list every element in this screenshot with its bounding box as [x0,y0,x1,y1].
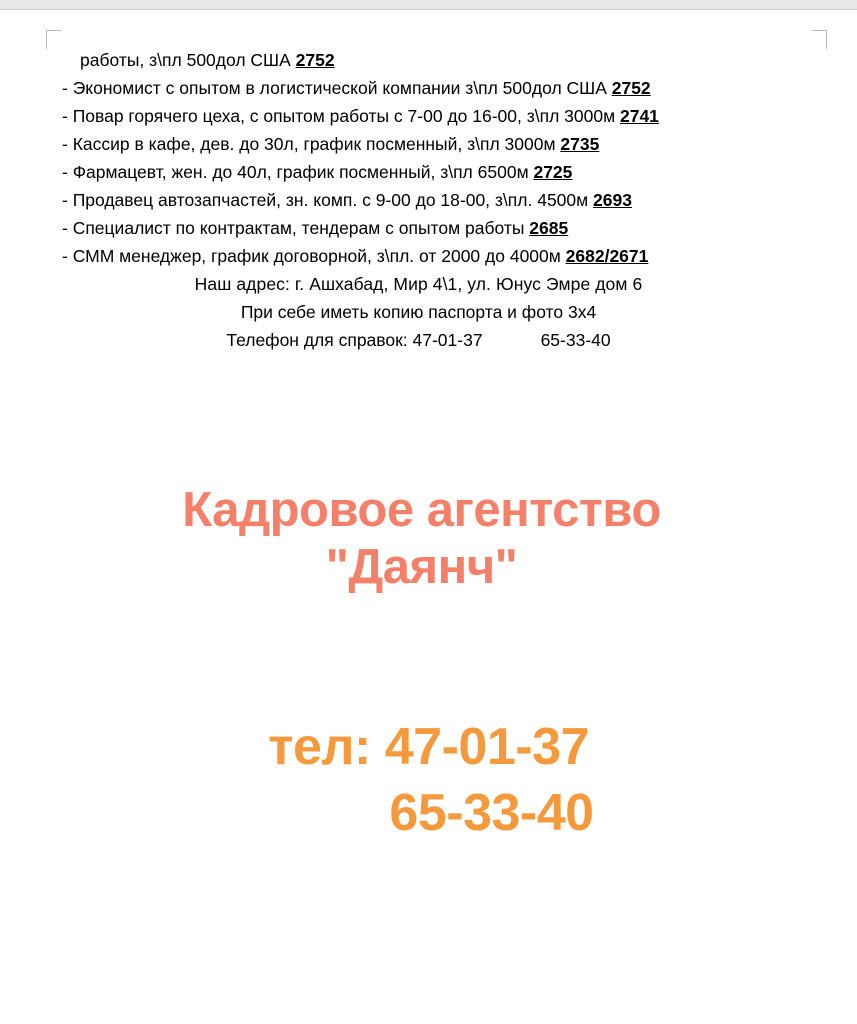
listing-text: - Продавец автозапчастей, зн. комп. с 9-00 до 18-00, з\пл. 4500м [62,190,594,210]
listing-code: 2735 [560,134,600,154]
listing-line [0,214,857,242]
listing-text: работы, з\пл 500дол США [80,50,296,70]
phone-info-secondary: 65-33-40 [540,330,611,350]
listing-line [0,186,857,214]
document-note: При себе иметь копию паспорта и фото 3х4 [240,302,597,322]
listing-text: - Повар горячего цеха, с опытом работы с 7-00 до 16-00, з\пл 3000м [62,106,620,126]
listing-text: - Экономист с опытом в логистической компании з\пл 500дол США [62,78,612,98]
listing-line [0,242,857,270]
phone-info-primary: Телефон для справок: 47-01-37 [226,330,483,350]
agency-title-line2: "Даянч" [325,540,518,594]
listing-line [0,74,857,102]
listing-text: - Кассир в кафе, дев. до 30л, график посменный, з\пл 3000м [62,134,561,154]
phone-info-line [0,326,857,354]
listing-code: 2752 [611,78,651,98]
listing-code: 2752 [295,50,335,70]
agency-title [0,482,857,596]
listing-code: 2693 [593,190,632,210]
telephone-line-2: 65-33-40 [389,784,594,842]
listing-line [0,102,857,130]
listing-line [0,158,857,186]
telephone-block [0,714,857,846]
listing-code: 2725 [533,162,573,182]
telephone-line-1: тел: 47-01-37 [268,718,589,776]
agency-title-line1: Кадровое агентство [182,483,661,537]
listing-text: - Фармацевт, жен. до 40л, график посменный, з\пл 6500м [62,162,534,182]
document-content [0,46,857,846]
listing-line [0,46,857,74]
address-line: Наш адрес: г. Ашхабад, Мир 4\1, ул. Юнус Эмре дом 6 [194,274,643,294]
listing-code: 2682/2671 [565,246,649,266]
listing-text: - СММ менеджер, график договорной, з\пл. от 2000 до 4000м [62,246,566,266]
page-top-divider [0,9,857,10]
listing-text: - Специалист по контрактам, тендерам с опытом работы [62,218,530,238]
listing-line [0,130,857,158]
page-top-strip [0,0,857,9]
listing-code: 2685 [529,218,569,238]
listing-code: 2741 [619,106,659,126]
